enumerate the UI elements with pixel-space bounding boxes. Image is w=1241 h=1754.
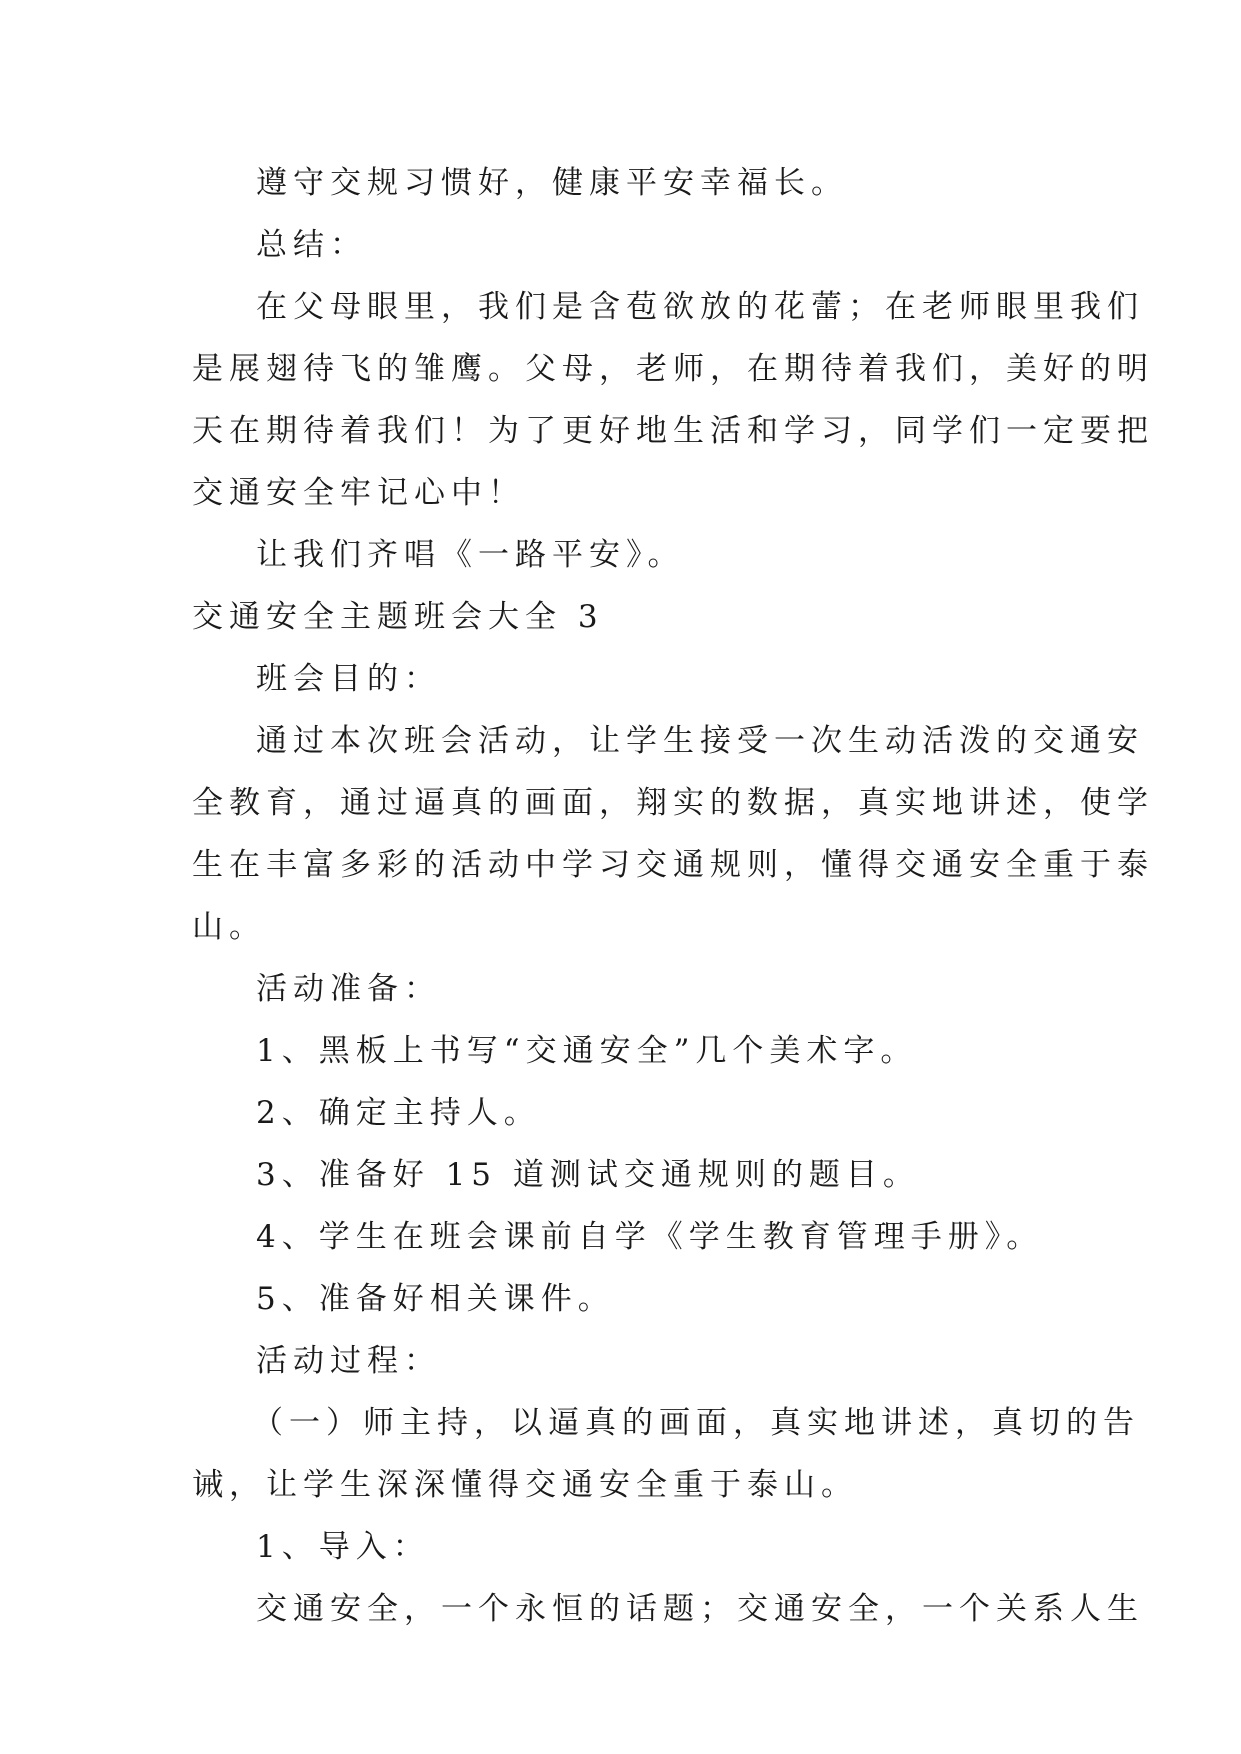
section-heading-summary: 总结： — [256, 227, 367, 263]
list-item: 1、导入： — [256, 1529, 430, 1565]
paragraph-line: 生在丰富多彩的活动中学习交通规则，懂得交通安全重于泰 — [192, 847, 1154, 883]
list-item: 3、准备好 15 道测试交通规则的题目。 — [256, 1157, 920, 1193]
paragraph-line: 是展翅待飞的雏鹰。父母，老师，在期待着我们，美好的明 — [192, 351, 1154, 387]
paragraph-line: 在父母眼里，我们是含苞欲放的花蕾；在老师眼里我们 — [256, 289, 1144, 325]
section-heading-purpose: 班会目的： — [256, 661, 441, 697]
list-item: 1、黑板上书写“交通安全”几个美术字。 — [256, 1033, 918, 1069]
section-heading-preparation: 活动准备： — [256, 971, 441, 1007]
paragraph-line: 山。 — [192, 909, 266, 945]
list-item: 4、学生在班会课前自学《学生教育管理手册》。 — [256, 1219, 1044, 1255]
document-title: 交通安全主题班会大全 3 — [192, 599, 604, 635]
paragraph-line: 遵守交规习惯好，健康平安幸福长。 — [256, 165, 848, 201]
paragraph-line: 通过本次班会活动，让学生接受一次生动活泼的交通安 — [256, 723, 1144, 759]
paragraph-line: 诫，让学生深深懂得交通安全重于泰山。 — [192, 1467, 858, 1503]
document-body — [192, 152, 1154, 1640]
paragraph-line: 天在期待着我们！为了更好地生活和学习，同学们一定要把 — [192, 413, 1154, 449]
paragraph-line: 交通安全，一个永恒的话题；交通安全，一个关系人生 — [256, 1591, 1144, 1627]
paragraph-line: （一）师主持，以逼真的画面，真实地讲述，真切的告 — [252, 1405, 1140, 1441]
paragraph-line: 交通安全牢记心中！ — [192, 475, 525, 511]
section-heading-process: 活动过程： — [256, 1343, 441, 1379]
list-item: 5、准备好相关课件。 — [256, 1281, 615, 1317]
paragraph-line: 全教育，通过逼真的画面，翔实的数据，真实地讲述，使学 — [192, 785, 1154, 821]
paragraph-line: 让我们齐唱《一路平安》。 — [256, 537, 685, 573]
list-item: 2、确定主持人。 — [256, 1095, 541, 1131]
